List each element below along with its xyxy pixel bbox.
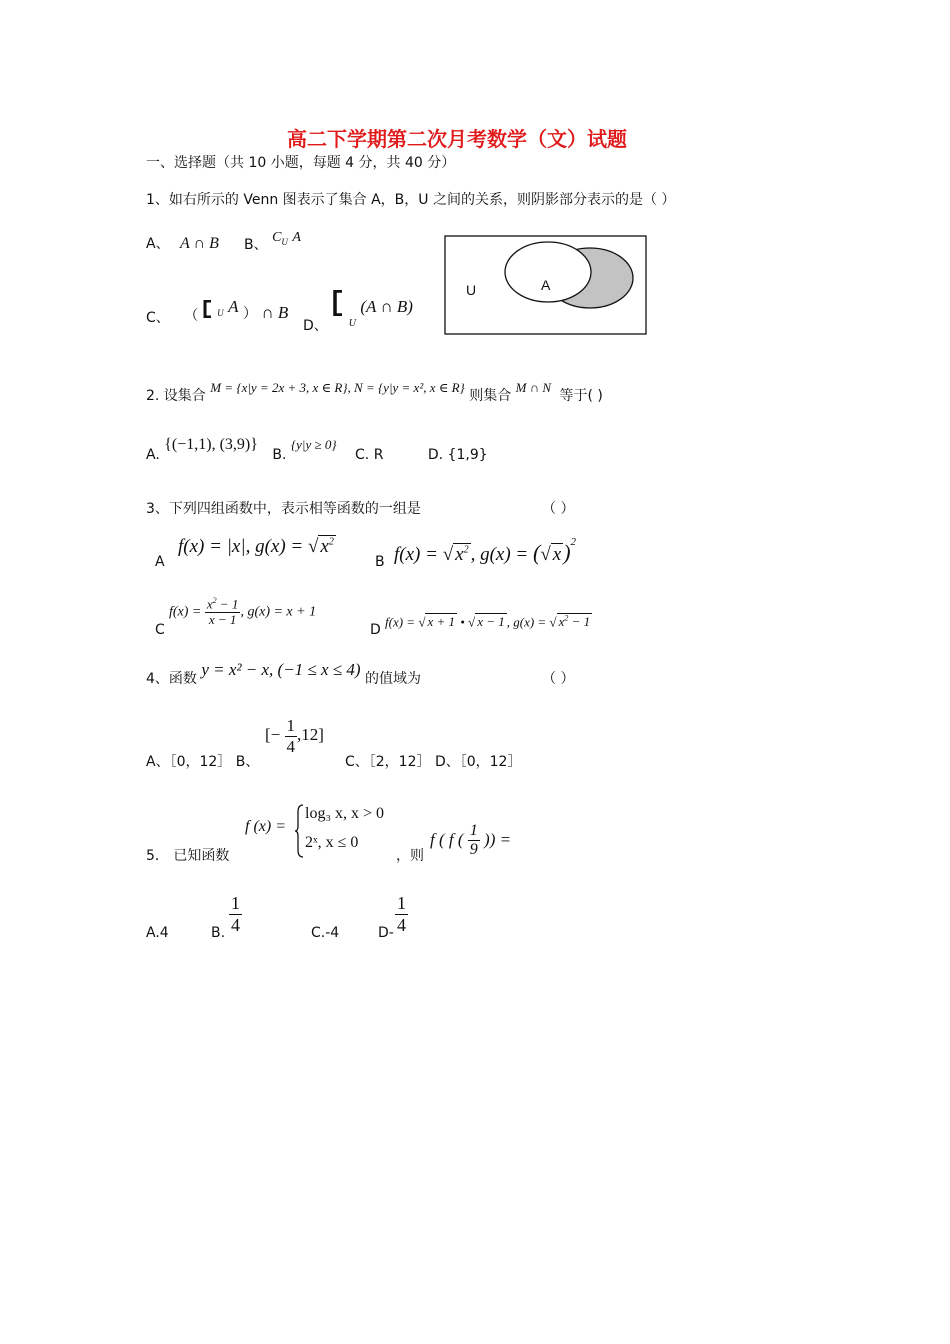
sqrt-bar: $x^2 - 1$ [558,614,591,630]
q2-option-b: {y|y ≥ 0} [290,437,337,452]
q1-option-d-expr: (A ∩ B) [360,297,413,316]
section-heading: 一、选择题（共 10 小题，每题 4 分，共 40 分） [146,155,456,171]
q1-option-d-label: D、 [303,318,328,334]
q2-stem-suffix: 等于( ) [559,388,603,404]
q5-option-a: A.4 [146,925,169,941]
set-a-label: A [541,277,551,293]
fraction-numerator: 1 [397,893,406,913]
piecewise-brace-icon [294,804,304,858]
complement-subscript: U [348,317,356,329]
q5-option-d-label: D- [378,925,394,941]
q3-option-b-label: B [375,554,385,570]
q3-option-d-expr: f(x) = √ x + 1 • √ x − 1 , g(x) = √ $x^2 - 1$ [385,614,591,630]
q2-stem-prefix: 2. 设集合 [146,388,206,404]
q5-option-b-label: B. [211,925,226,941]
q5-option-d-fraction [395,893,408,935]
fraction-denominator: 9 [469,841,478,859]
q5-stem-suffix: ，则 [396,848,424,864]
q4-answer-paren: （ ） [542,671,575,687]
sqrt-bar: x [552,544,562,565]
q5-piece-exp: 2ˣ, x ≤ 0 [305,834,359,851]
universe-label: U [466,282,477,298]
q1-option-c-close-paren: ） [242,306,257,322]
fraction-denominator: 4 [231,914,240,935]
q4-option-b-expr: [− $\frac{1}{4}$ ,12] [265,716,324,756]
q1-option-a-label: A、 [146,236,170,252]
fraction-numerator: 1 [231,893,240,913]
q1-option-c [146,294,289,326]
q5-option-b-fraction [229,893,242,935]
q2-option-a-label: A. [146,447,160,463]
q1-option-b-label: B、 [244,237,268,253]
q3-option-b-expr: f(x) = √ $x^2$ , g(x) = (√ x)$^2$ [394,535,577,565]
sqrt-bar: x + 1 [427,614,455,630]
complement-glyph-icon [203,300,213,318]
q2-intersection-expr: M ∩ N [515,380,552,395]
q5-piece-log: log₃ x, x > 0 [305,805,385,822]
complement-subscript: U [217,307,224,318]
q1-option-d [303,284,413,334]
q5-stem-prefix: 5． 已知函数 [146,848,230,864]
q2-stem [146,377,603,404]
q4-stem-suffix: 的值域为 [365,671,422,687]
fraction-numerator: 1 [468,822,480,841]
q3-option-a-label: A [155,554,165,570]
q1-option-a-expr: A ∩ B [180,235,219,252]
q3-option-c-expr: f(x) = $\frac{x^2 - 1}{x - 1}$ , g(x) = x + 1 [169,596,317,628]
q5-target-expr: f ( f ( $\frac{1}{9}$ )) = [430,822,512,859]
sqrt-bar: x − 1 [477,614,505,630]
q3-option-d-label: D [370,622,381,638]
venn-diagram [444,235,648,336]
complement-symbol: C [272,230,282,245]
q1-option-a [146,233,219,253]
q2-option-b-label: B. [272,447,287,463]
fraction-denominator: 4 [397,914,406,935]
page-title: 高二下学期第二次月考数学（文）试题 [287,127,627,151]
q3-stem: 3、下列四组函数中，表示相等函数的一组是 [146,501,421,517]
q1-stem: 1、如右所示的 Venn 图表示了集合 A，B，U 之间的关系，则阴影部分表示的是（ ） [146,192,676,208]
q1-option-c-expr: ∩ B [261,303,289,322]
set-a-symbol: A [228,297,239,316]
q4-stem [146,660,422,687]
fraction-denominator: 4 [286,736,295,756]
q3-option-c-label: C [155,622,165,638]
q4-options-ab: A、［0，12］ B、 [146,754,260,770]
q4-function-expr: y = x² − x, (−1 ≤ x ≤ 4) [201,660,361,679]
fraction-numerator: 1 [286,716,295,735]
q1-option-b [244,226,301,253]
q3-option-a-expr: f(x) = |x|, g(x) = √ $x^2$ [178,536,334,557]
q1-option-b-expr: A [292,230,301,245]
q4-options-cd: C、［2，12］ D、［0，12］ [345,754,522,770]
sqrt-bar: $x^2$ [320,536,334,557]
q1-option-c-label: C、 [146,310,170,326]
q1-option-c-open-paren: （ [184,308,199,324]
sqrt-bar: $x^2$ [455,544,469,565]
q2-option-a: {(−1,1), (3,9)} [164,436,258,453]
q2-options [146,436,488,463]
q2-option-c: C. R [355,447,384,463]
q2-option-d: D. {1,9} [427,447,488,463]
q5-option-c: C.-4 [311,925,340,941]
q4-stem-prefix: 4、函数 [146,671,197,687]
q2-set-definition: M = {x|y = 2x + 3, x ∈ R}, N = {y|y = x², x ∈ R} [210,380,465,395]
set-a-ellipse [505,242,591,302]
q5-function-name: f (x) = [245,818,286,835]
complement-subscript: U [281,236,288,247]
q2-stem-middle: 则集合 [469,388,512,404]
complement-glyph-icon [332,290,344,316]
q3-answer-paren: （ ） [542,501,575,517]
